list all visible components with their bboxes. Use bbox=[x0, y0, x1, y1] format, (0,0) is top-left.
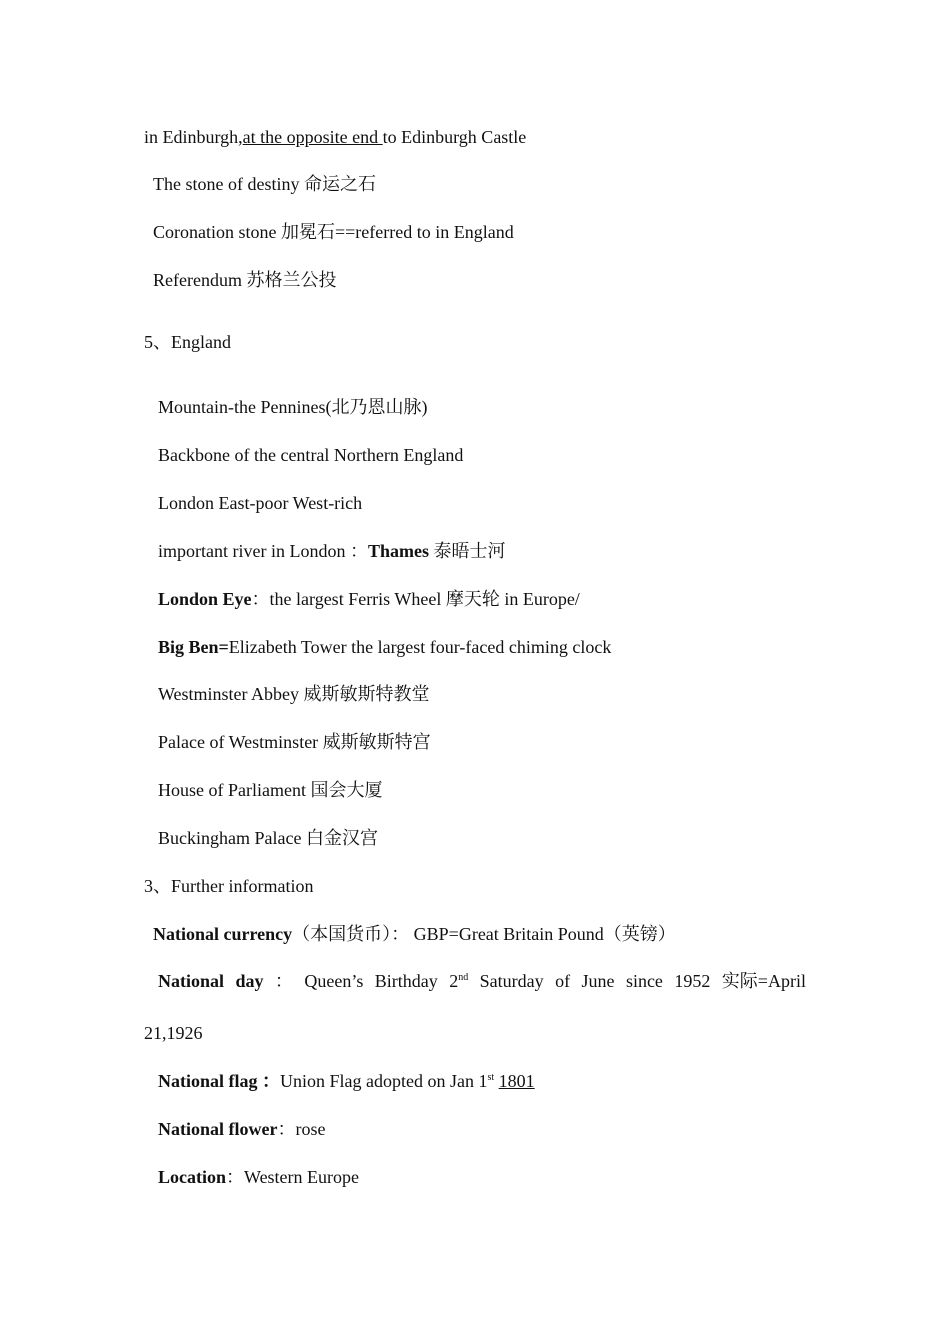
text-line-edinburgh: in Edinburgh,at the opposite end to Edinburgh Castle bbox=[144, 127, 527, 147]
underlined-phrase: at the opposite end bbox=[242, 127, 383, 147]
text-line-house-of-parliament: House of Parliament 国会大厦 bbox=[158, 780, 383, 800]
text-line-pennines: Mountain-the Pennines(北乃恩山脉) bbox=[158, 397, 428, 417]
text-line-stone-of-destiny: The stone of destiny 命运之石 bbox=[153, 174, 376, 194]
text-line-big-ben: Big Ben=Elizabeth Tower the largest four-faced chiming clock bbox=[158, 637, 612, 657]
text-line-thames: important river in London ：Thames 泰晤士河 bbox=[158, 541, 506, 561]
text-line-national-day: National day ： Queen’s Birthday 2nd Saturday of June since 1952 实际=April bbox=[158, 971, 806, 991]
text-line-buckingham-palace: Buckingham Palace 白金汉宫 bbox=[158, 828, 378, 848]
text-line-national-currency: National currency（本国货币）： GBP=Great Britain Pound（英镑） bbox=[153, 924, 676, 944]
text-line-london-east-west: London East-poor West-rich bbox=[158, 493, 363, 513]
text-line-london-eye: London Eye：the largest Ferris Wheel 摩天轮 in Europe/ bbox=[158, 589, 580, 609]
text-line-westminster-abbey: Westminster Abbey 威斯敏斯特教堂 bbox=[158, 684, 430, 704]
section-heading-further-information: 3、Further information bbox=[144, 876, 314, 896]
text-line-backbone: Backbone of the central Northern England bbox=[158, 445, 464, 465]
text-line-referendum: Referendum 苏格兰公投 bbox=[153, 270, 337, 290]
section-heading-england: 5、England bbox=[144, 332, 231, 352]
text-line-national-flower: National flower：rose bbox=[158, 1119, 326, 1139]
text-line-location: Location：Western Europe bbox=[158, 1167, 360, 1187]
text-line-coronation-stone: Coronation stone 加冕石==referred to in England bbox=[153, 222, 514, 242]
text-line-national-flag: National flag ：Union Flag adopted on Jan 1st 1801 bbox=[158, 1071, 535, 1091]
text-line-palace-of-westminster: Palace of Westminster 威斯敏斯特宫 bbox=[158, 732, 431, 752]
text-line-national-day-continued: 21,1926 bbox=[144, 1023, 203, 1043]
